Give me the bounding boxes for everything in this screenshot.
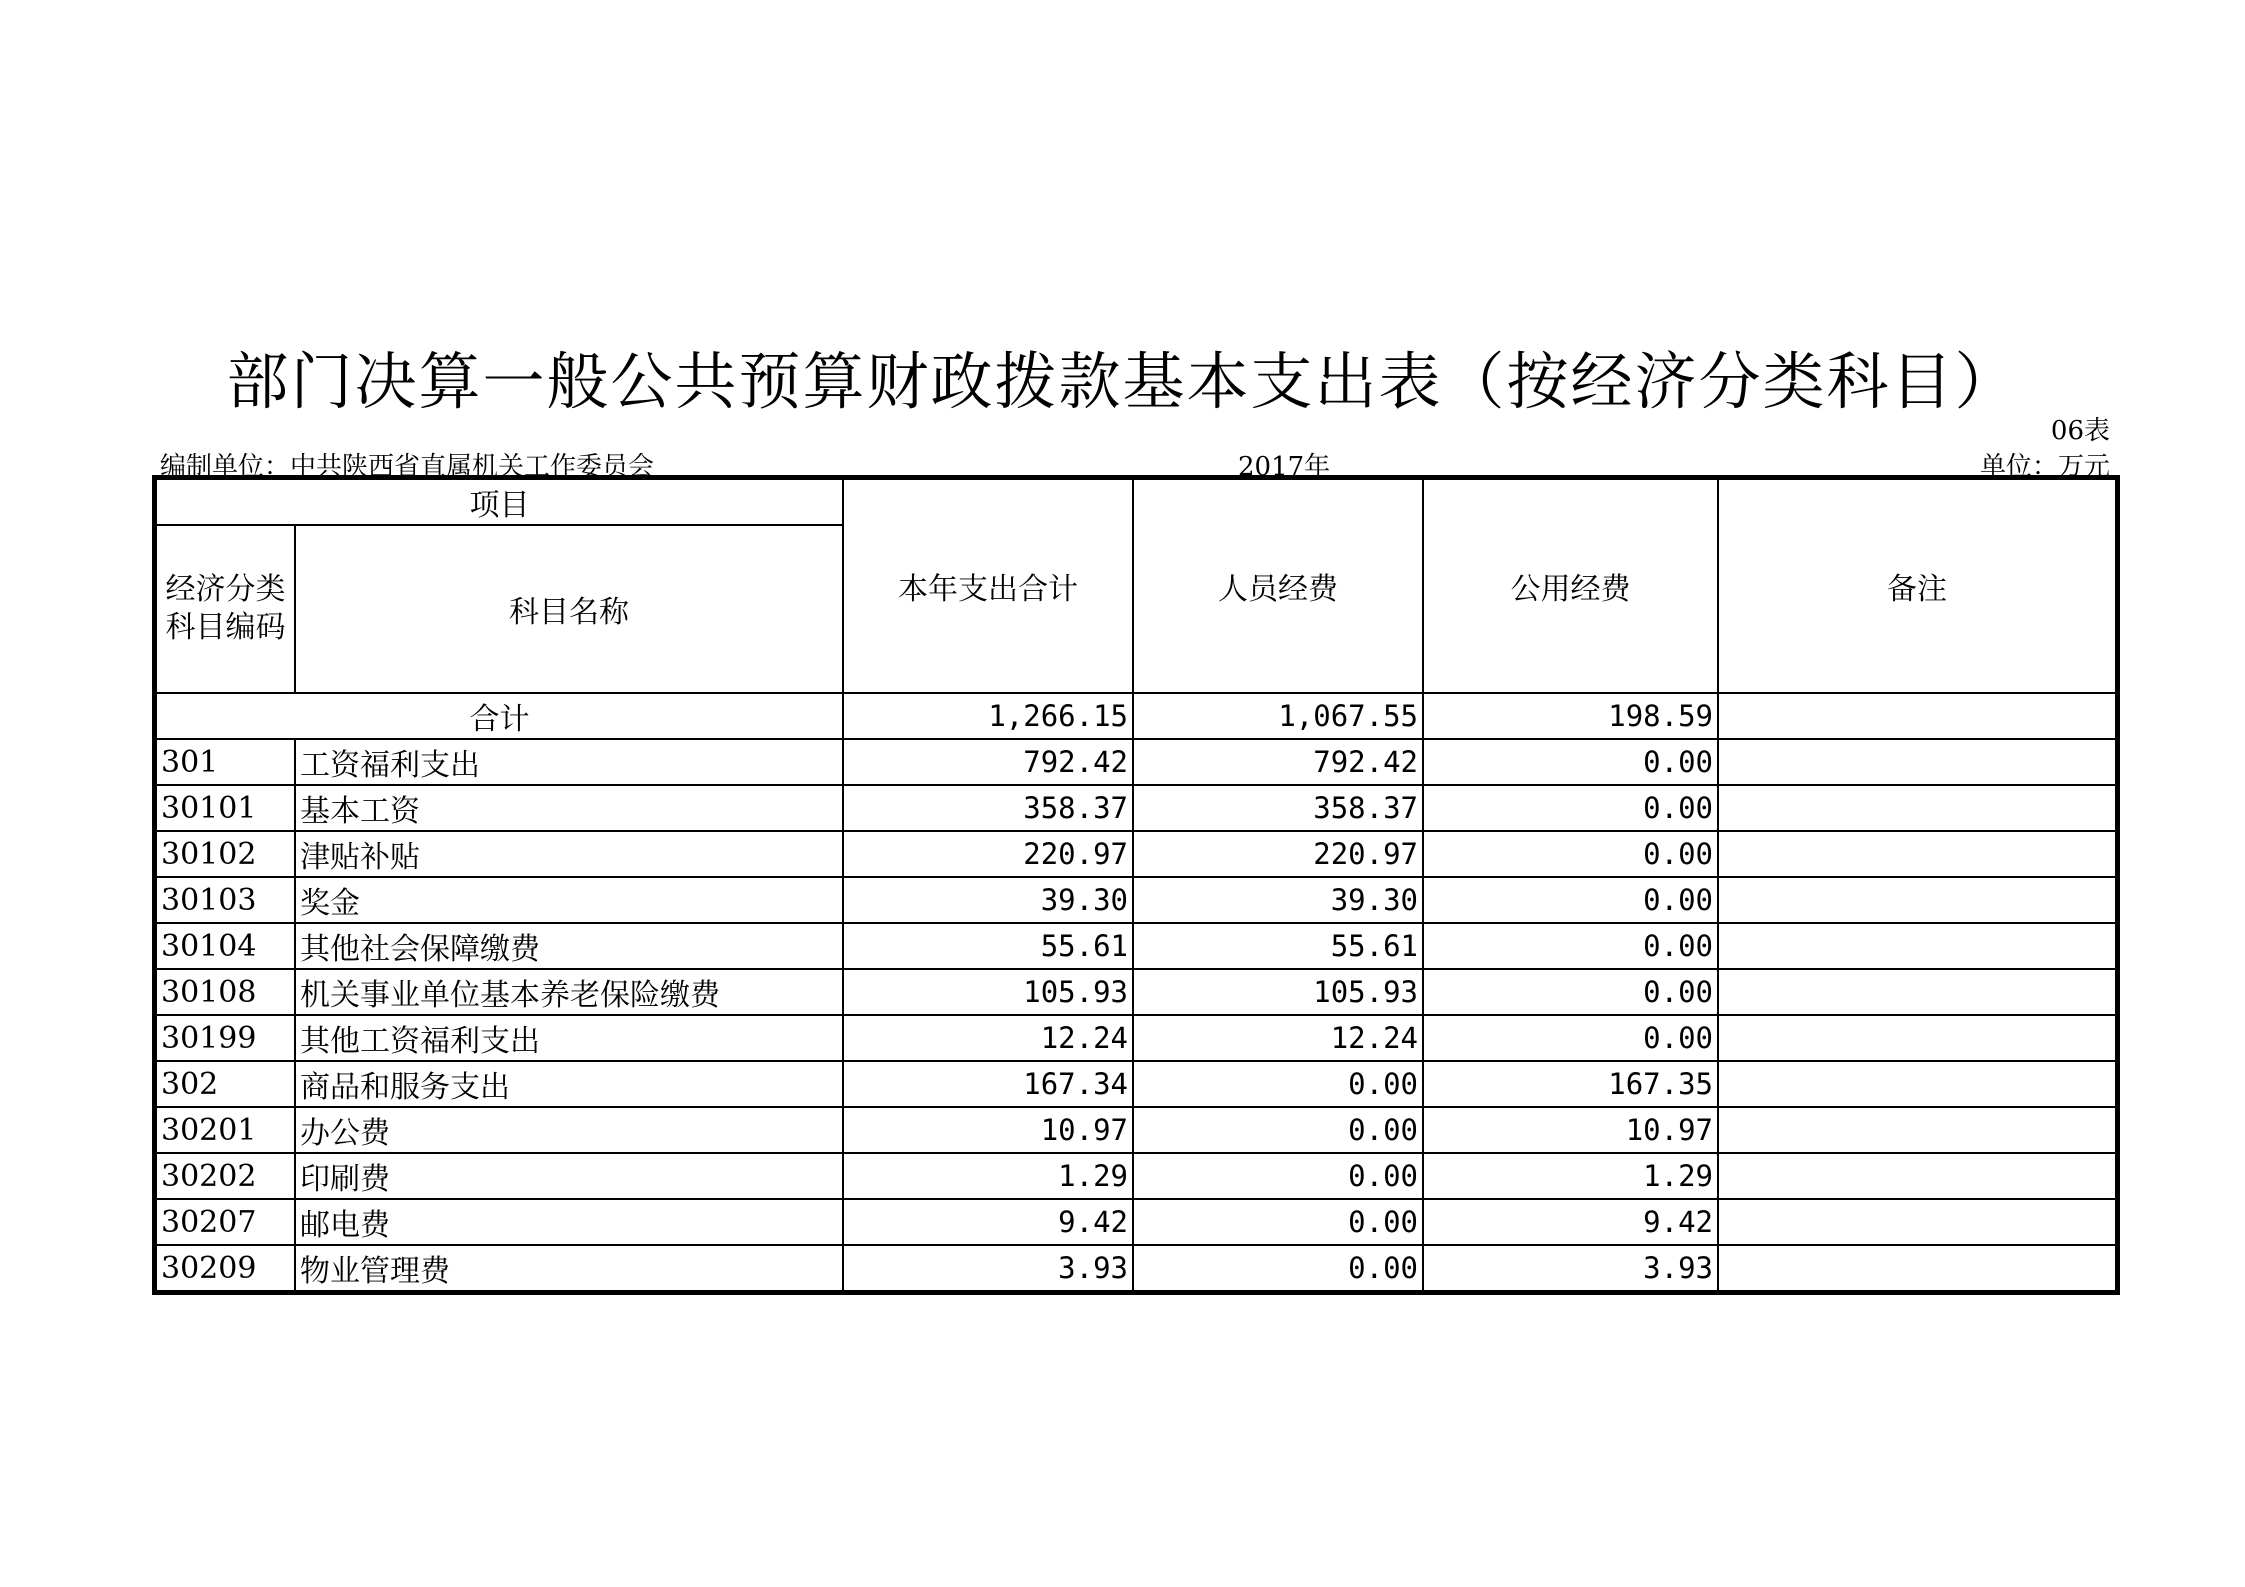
summary-total: 1,266.15 [843, 693, 1133, 739]
row-public: 1.29 [1423, 1153, 1718, 1199]
row-remark [1718, 969, 2116, 1015]
header-code-line1: 经济分类 [165, 572, 286, 607]
row-personnel: 12.24 [1133, 1015, 1423, 1061]
row-name: 商品和服务支出 [295, 1061, 843, 1107]
row-remark [1718, 1015, 2116, 1061]
year-label: 2017年 [1238, 452, 1331, 482]
row-personnel: 358.37 [1133, 785, 1423, 831]
header-personnel: 人员经费 [1133, 479, 1423, 693]
header-name: 科目名称 [295, 525, 843, 693]
row-code: 301 [156, 739, 295, 785]
row-name: 机关事业单位基本养老保险缴费 [295, 969, 843, 1015]
row-name: 办公费 [295, 1107, 843, 1153]
row-public: 0.00 [1423, 923, 1718, 969]
org-label: 编制单位：中共陕西省直属机关工作委员会 [160, 452, 655, 482]
row-total: 3.93 [843, 1245, 1133, 1291]
row-public: 167.35 [1423, 1061, 1718, 1107]
header-code [156, 525, 295, 693]
row-code: 30101 [156, 785, 295, 831]
row-personnel: 39.30 [1133, 877, 1423, 923]
row-remark [1718, 877, 2116, 923]
row-personnel: 105.93 [1133, 969, 1423, 1015]
table-row [156, 1199, 2116, 1245]
row-name: 其他社会保障缴费 [295, 923, 843, 969]
unit-label: 单位：万元 [1979, 452, 2110, 482]
row-code: 30104 [156, 923, 295, 969]
header-item: 项目 [156, 479, 843, 525]
row-code: 30202 [156, 1153, 295, 1199]
row-total: 105.93 [843, 969, 1133, 1015]
row-total: 358.37 [843, 785, 1133, 831]
table-row [156, 1153, 2116, 1199]
row-public: 9.42 [1423, 1199, 1718, 1245]
table-number: 06表 [2050, 416, 2110, 446]
row-public: 0.00 [1423, 1015, 1718, 1061]
table-row [156, 785, 2116, 831]
row-total: 39.30 [843, 877, 1133, 923]
row-name: 物业管理费 [295, 1245, 843, 1291]
row-remark [1718, 1245, 2116, 1291]
table-row [156, 831, 2116, 877]
table-row [156, 739, 2116, 785]
row-personnel: 55.61 [1133, 923, 1423, 969]
row-name: 印刷费 [295, 1153, 843, 1199]
row-public: 0.00 [1423, 785, 1718, 831]
row-name: 津贴补贴 [295, 831, 843, 877]
row-total: 792.42 [843, 739, 1133, 785]
row-code: 30199 [156, 1015, 295, 1061]
meta-row [160, 446, 2110, 482]
row-code: 30103 [156, 877, 295, 923]
row-name: 工资福利支出 [295, 739, 843, 785]
row-code: 302 [156, 1061, 295, 1107]
summary-row [156, 693, 2116, 739]
row-remark [1718, 831, 2116, 877]
row-personnel: 0.00 [1133, 1199, 1423, 1245]
row-personnel: 792.42 [1133, 739, 1423, 785]
row-name: 其他工资福利支出 [295, 1015, 843, 1061]
summary-label: 合计 [156, 693, 843, 739]
row-total: 167.34 [843, 1061, 1133, 1107]
table-row [156, 877, 2116, 923]
row-public: 0.00 [1423, 831, 1718, 877]
summary-public: 198.59 [1423, 693, 1718, 739]
row-remark [1718, 785, 2116, 831]
row-remark [1718, 1199, 2116, 1245]
row-personnel: 0.00 [1133, 1107, 1423, 1153]
row-name: 奖金 [295, 877, 843, 923]
table-row [156, 1061, 2116, 1107]
row-personnel: 0.00 [1133, 1061, 1423, 1107]
header-total: 本年支出合计 [843, 479, 1133, 693]
row-code: 30201 [156, 1107, 295, 1153]
row-public: 10.97 [1423, 1107, 1718, 1153]
row-total: 12.24 [843, 1015, 1133, 1061]
row-personnel: 0.00 [1133, 1245, 1423, 1291]
row-total: 10.97 [843, 1107, 1133, 1153]
row-total: 55.61 [843, 923, 1133, 969]
row-public: 3.93 [1423, 1245, 1718, 1291]
header-row-1 [156, 479, 2116, 525]
header-remark: 备注 [1718, 479, 2116, 693]
table-row [156, 969, 2116, 1015]
row-code: 30102 [156, 831, 295, 877]
row-remark [1718, 1107, 2116, 1153]
row-code: 30207 [156, 1199, 295, 1245]
table-row [156, 1107, 2116, 1153]
row-public: 0.00 [1423, 739, 1718, 785]
row-personnel: 0.00 [1133, 1153, 1423, 1199]
row-name: 邮电费 [295, 1199, 843, 1245]
row-total: 220.97 [843, 831, 1133, 877]
row-code: 30209 [156, 1245, 295, 1291]
row-total: 1.29 [843, 1153, 1133, 1199]
row-remark [1718, 1061, 2116, 1107]
expenditure-table [155, 478, 2117, 1292]
summary-remark [1718, 693, 2116, 739]
row-total: 9.42 [843, 1199, 1133, 1245]
summary-personnel: 1,067.55 [1133, 693, 1423, 739]
table-row [156, 923, 2116, 969]
header-public: 公用经费 [1423, 479, 1718, 693]
row-public: 0.00 [1423, 877, 1718, 923]
header-code-line2: 科目编码 [165, 610, 286, 645]
row-remark [1718, 1153, 2116, 1199]
row-remark [1718, 923, 2116, 969]
table-row [156, 1245, 2116, 1291]
row-personnel: 220.97 [1133, 831, 1423, 877]
page-title: 部门决算一般公共预算财政拨款基本支出表（按经济分类科目） [226, 345, 2019, 418]
row-name: 基本工资 [295, 785, 843, 831]
row-code: 30108 [156, 969, 295, 1015]
row-remark [1718, 739, 2116, 785]
row-public: 0.00 [1423, 969, 1718, 1015]
table-row [156, 1015, 2116, 1061]
